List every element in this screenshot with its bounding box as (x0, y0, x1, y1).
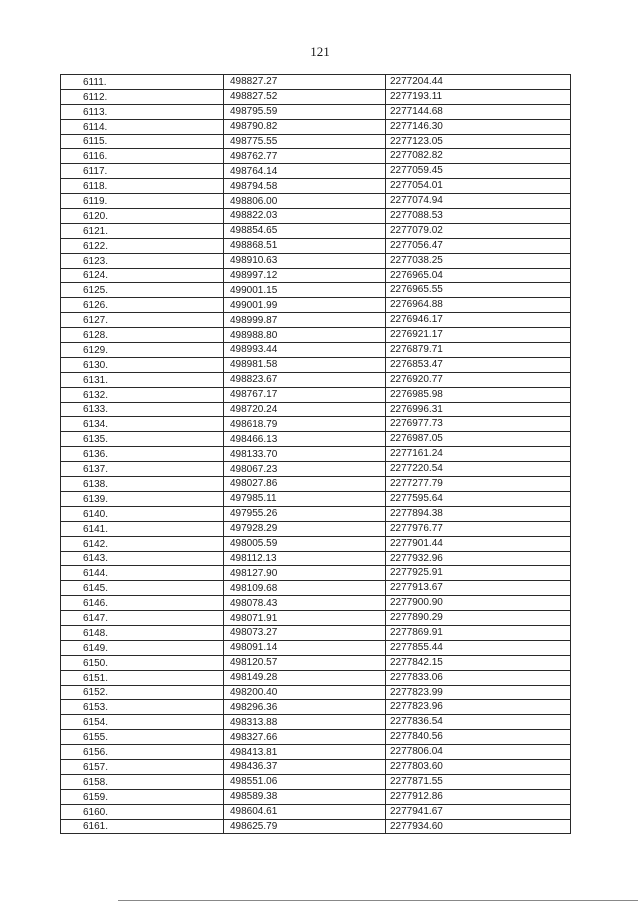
y-coordinate-cell: 2277204.44 (386, 75, 571, 90)
x-coordinate-cell: 498625.79 (224, 819, 386, 834)
x-coordinate-cell: 498413.81 (224, 745, 386, 760)
point-number-cell: 6125. (61, 283, 224, 298)
y-coordinate-cell: 2276946.17 (386, 313, 571, 328)
point-number-cell: 6158. (61, 774, 224, 789)
bottom-rule (118, 900, 638, 901)
x-coordinate-cell: 498981.58 (224, 357, 386, 372)
point-number-cell: 6147. (61, 611, 224, 626)
x-coordinate-cell: 498604.61 (224, 804, 386, 819)
table-row (61, 655, 571, 670)
x-coordinate-cell: 499001.15 (224, 283, 386, 298)
point-number-cell: 6156. (61, 745, 224, 760)
point-number-cell: 6137. (61, 462, 224, 477)
point-number-cell: 6130. (61, 357, 224, 372)
point-number-cell: 6129. (61, 343, 224, 358)
point-number-cell: 6146. (61, 596, 224, 611)
x-coordinate-cell: 498868.51 (224, 238, 386, 253)
x-coordinate-cell: 497985.11 (224, 491, 386, 506)
point-number-cell: 6111. (61, 75, 224, 90)
coordinate-table (60, 74, 571, 834)
y-coordinate-cell: 2276879.71 (386, 343, 571, 358)
point-number-cell: 6148. (61, 625, 224, 640)
x-coordinate-cell: 498823.67 (224, 372, 386, 387)
y-coordinate-cell: 2277900.90 (386, 596, 571, 611)
table-row (61, 298, 571, 313)
y-coordinate-cell: 2276964.88 (386, 298, 571, 313)
x-coordinate-cell: 498790.82 (224, 119, 386, 134)
y-coordinate-cell: 2277901.44 (386, 536, 571, 551)
table-row (61, 685, 571, 700)
point-number-cell: 6123. (61, 253, 224, 268)
y-coordinate-cell: 2277074.94 (386, 194, 571, 209)
x-coordinate-cell: 498149.28 (224, 670, 386, 685)
point-number-cell: 6153. (61, 700, 224, 715)
table-row (61, 745, 571, 760)
y-coordinate-cell: 2277840.56 (386, 730, 571, 745)
table-row (61, 194, 571, 209)
x-coordinate-cell: 498827.27 (224, 75, 386, 90)
y-coordinate-cell: 2277806.04 (386, 745, 571, 760)
x-coordinate-cell: 498071.91 (224, 611, 386, 626)
y-coordinate-cell: 2277842.15 (386, 655, 571, 670)
table-row (61, 164, 571, 179)
point-number-cell: 6144. (61, 566, 224, 581)
point-number-cell: 6138. (61, 477, 224, 492)
table-row (61, 119, 571, 134)
table-row (61, 238, 571, 253)
table-row (61, 611, 571, 626)
x-coordinate-cell: 498109.68 (224, 581, 386, 596)
x-coordinate-cell: 498794.58 (224, 179, 386, 194)
y-coordinate-cell: 2277038.25 (386, 253, 571, 268)
y-coordinate-cell: 2277855.44 (386, 640, 571, 655)
y-coordinate-cell: 2276853.47 (386, 357, 571, 372)
table-row (61, 477, 571, 492)
table-row (61, 313, 571, 328)
x-coordinate-cell: 498764.14 (224, 164, 386, 179)
table-row (61, 372, 571, 387)
y-coordinate-cell: 2277161.24 (386, 447, 571, 462)
x-coordinate-cell: 498999.87 (224, 313, 386, 328)
table-row (61, 149, 571, 164)
y-coordinate-cell: 2277054.01 (386, 179, 571, 194)
point-number-cell: 6131. (61, 372, 224, 387)
point-number-cell: 6114. (61, 119, 224, 134)
x-coordinate-cell: 498078.43 (224, 596, 386, 611)
y-coordinate-cell: 2277833.06 (386, 670, 571, 685)
point-number-cell: 6127. (61, 313, 224, 328)
x-coordinate-cell: 498854.65 (224, 223, 386, 238)
table-row (61, 536, 571, 551)
point-number-cell: 6139. (61, 491, 224, 506)
point-number-cell: 6126. (61, 298, 224, 313)
x-coordinate-cell: 498120.57 (224, 655, 386, 670)
table-row (61, 715, 571, 730)
table-row (61, 566, 571, 581)
table-row (61, 670, 571, 685)
y-coordinate-cell: 2277144.68 (386, 104, 571, 119)
point-number-cell: 6143. (61, 551, 224, 566)
table-row (61, 387, 571, 402)
y-coordinate-cell: 2277871.55 (386, 774, 571, 789)
y-coordinate-cell: 2277220.54 (386, 462, 571, 477)
point-number-cell: 6121. (61, 223, 224, 238)
x-coordinate-cell: 498822.03 (224, 209, 386, 224)
y-coordinate-cell: 2276920.77 (386, 372, 571, 387)
table-row (61, 328, 571, 343)
table-row (61, 640, 571, 655)
point-number-cell: 6135. (61, 432, 224, 447)
table-row (61, 789, 571, 804)
table-row (61, 730, 571, 745)
table-row (61, 357, 571, 372)
table-row (61, 700, 571, 715)
point-number-cell: 6159. (61, 789, 224, 804)
x-coordinate-cell: 498091.14 (224, 640, 386, 655)
table-row (61, 283, 571, 298)
table-row (61, 521, 571, 536)
table-row (61, 253, 571, 268)
y-coordinate-cell: 2276985.98 (386, 387, 571, 402)
x-coordinate-cell: 498910.63 (224, 253, 386, 268)
y-coordinate-cell: 2277056.47 (386, 238, 571, 253)
point-number-cell: 6124. (61, 268, 224, 283)
table-row (61, 447, 571, 462)
point-number-cell: 6133. (61, 402, 224, 417)
y-coordinate-cell: 2277836.54 (386, 715, 571, 730)
y-coordinate-cell: 2276921.17 (386, 328, 571, 343)
y-coordinate-cell: 2277088.53 (386, 209, 571, 224)
y-coordinate-cell: 2277823.99 (386, 685, 571, 700)
point-number-cell: 6142. (61, 536, 224, 551)
x-coordinate-cell: 498827.52 (224, 89, 386, 104)
table-row (61, 343, 571, 358)
x-coordinate-cell: 498997.12 (224, 268, 386, 283)
point-number-cell: 6154. (61, 715, 224, 730)
point-number-cell: 6141. (61, 521, 224, 536)
x-coordinate-cell: 498067.23 (224, 462, 386, 477)
point-number-cell: 6151. (61, 670, 224, 685)
table-row (61, 581, 571, 596)
y-coordinate-cell: 2277976.77 (386, 521, 571, 536)
y-coordinate-cell: 2277925.91 (386, 566, 571, 581)
table-row (61, 268, 571, 283)
table-row (61, 819, 571, 834)
point-number-cell: 6161. (61, 819, 224, 834)
y-coordinate-cell: 2277193.11 (386, 89, 571, 104)
y-coordinate-cell: 2277595.64 (386, 491, 571, 506)
x-coordinate-cell: 498073.27 (224, 625, 386, 640)
point-number-cell: 6118. (61, 179, 224, 194)
table-row (61, 462, 571, 477)
point-number-cell: 6150. (61, 655, 224, 670)
table-row (61, 89, 571, 104)
y-coordinate-cell: 2277079.02 (386, 223, 571, 238)
x-coordinate-cell: 498589.38 (224, 789, 386, 804)
x-coordinate-cell: 497955.26 (224, 506, 386, 521)
x-coordinate-cell: 498327.66 (224, 730, 386, 745)
point-number-cell: 6119. (61, 194, 224, 209)
point-number-cell: 6113. (61, 104, 224, 119)
point-number-cell: 6115. (61, 134, 224, 149)
x-coordinate-cell: 497928.29 (224, 521, 386, 536)
table-row (61, 774, 571, 789)
y-coordinate-cell: 2277059.45 (386, 164, 571, 179)
page-number: 121 (310, 44, 330, 59)
x-coordinate-cell: 498027.86 (224, 477, 386, 492)
y-coordinate-cell: 2277277.79 (386, 477, 571, 492)
y-coordinate-cell: 2277082.82 (386, 149, 571, 164)
point-number-cell: 6120. (61, 209, 224, 224)
y-coordinate-cell: 2276987.05 (386, 432, 571, 447)
x-coordinate-cell: 498313.88 (224, 715, 386, 730)
table-row (61, 417, 571, 432)
y-coordinate-cell: 2277913.67 (386, 581, 571, 596)
coordinate-table-body (61, 75, 571, 834)
x-coordinate-cell: 498618.79 (224, 417, 386, 432)
x-coordinate-cell: 498988.80 (224, 328, 386, 343)
x-coordinate-cell: 498762.77 (224, 149, 386, 164)
table-row (61, 104, 571, 119)
table-row (61, 759, 571, 774)
point-number-cell: 6155. (61, 730, 224, 745)
x-coordinate-cell: 498133.70 (224, 447, 386, 462)
y-coordinate-cell: 2277932.96 (386, 551, 571, 566)
table-row (61, 804, 571, 819)
x-coordinate-cell: 498005.59 (224, 536, 386, 551)
x-coordinate-cell: 498993.44 (224, 343, 386, 358)
point-number-cell: 6152. (61, 685, 224, 700)
point-number-cell: 6136. (61, 447, 224, 462)
table-row (61, 432, 571, 447)
y-coordinate-cell: 2277146.30 (386, 119, 571, 134)
point-number-cell: 6149. (61, 640, 224, 655)
x-coordinate-cell: 498200.40 (224, 685, 386, 700)
y-coordinate-cell: 2277823.96 (386, 700, 571, 715)
x-coordinate-cell: 498767.17 (224, 387, 386, 402)
point-number-cell: 6140. (61, 506, 224, 521)
y-coordinate-cell: 2277869.91 (386, 625, 571, 640)
y-coordinate-cell: 2277123.05 (386, 134, 571, 149)
x-coordinate-cell: 498795.59 (224, 104, 386, 119)
point-number-cell: 6116. (61, 149, 224, 164)
y-coordinate-cell: 2277934.60 (386, 819, 571, 834)
y-coordinate-cell: 2276965.04 (386, 268, 571, 283)
point-number-cell: 6122. (61, 238, 224, 253)
table-row (61, 551, 571, 566)
table-row (61, 75, 571, 90)
table-row (61, 596, 571, 611)
y-coordinate-cell: 2277890.29 (386, 611, 571, 626)
y-coordinate-cell: 2277941.67 (386, 804, 571, 819)
y-coordinate-cell: 2276965.55 (386, 283, 571, 298)
x-coordinate-cell: 498775.55 (224, 134, 386, 149)
x-coordinate-cell: 498127.90 (224, 566, 386, 581)
table-row (61, 491, 571, 506)
table-row (61, 625, 571, 640)
y-coordinate-cell: 2277912.86 (386, 789, 571, 804)
point-number-cell: 6128. (61, 328, 224, 343)
x-coordinate-cell: 498466.13 (224, 432, 386, 447)
y-coordinate-cell: 2276996.31 (386, 402, 571, 417)
point-number-cell: 6112. (61, 89, 224, 104)
table-row (61, 402, 571, 417)
y-coordinate-cell: 2277894.38 (386, 506, 571, 521)
point-number-cell: 6160. (61, 804, 224, 819)
x-coordinate-cell: 498296.36 (224, 700, 386, 715)
x-coordinate-cell: 498806.00 (224, 194, 386, 209)
table-row (61, 209, 571, 224)
y-coordinate-cell: 2276977.73 (386, 417, 571, 432)
table-row (61, 134, 571, 149)
x-coordinate-cell: 498551.06 (224, 774, 386, 789)
x-coordinate-cell: 499001.99 (224, 298, 386, 313)
point-number-cell: 6132. (61, 387, 224, 402)
point-number-cell: 6145. (61, 581, 224, 596)
point-number-cell: 6117. (61, 164, 224, 179)
x-coordinate-cell: 498436.37 (224, 759, 386, 774)
y-coordinate-cell: 2277803.60 (386, 759, 571, 774)
x-coordinate-cell: 498112.13 (224, 551, 386, 566)
table-row (61, 506, 571, 521)
table-row (61, 223, 571, 238)
x-coordinate-cell: 498720.24 (224, 402, 386, 417)
point-number-cell: 6157. (61, 759, 224, 774)
table-row (61, 179, 571, 194)
point-number-cell: 6134. (61, 417, 224, 432)
